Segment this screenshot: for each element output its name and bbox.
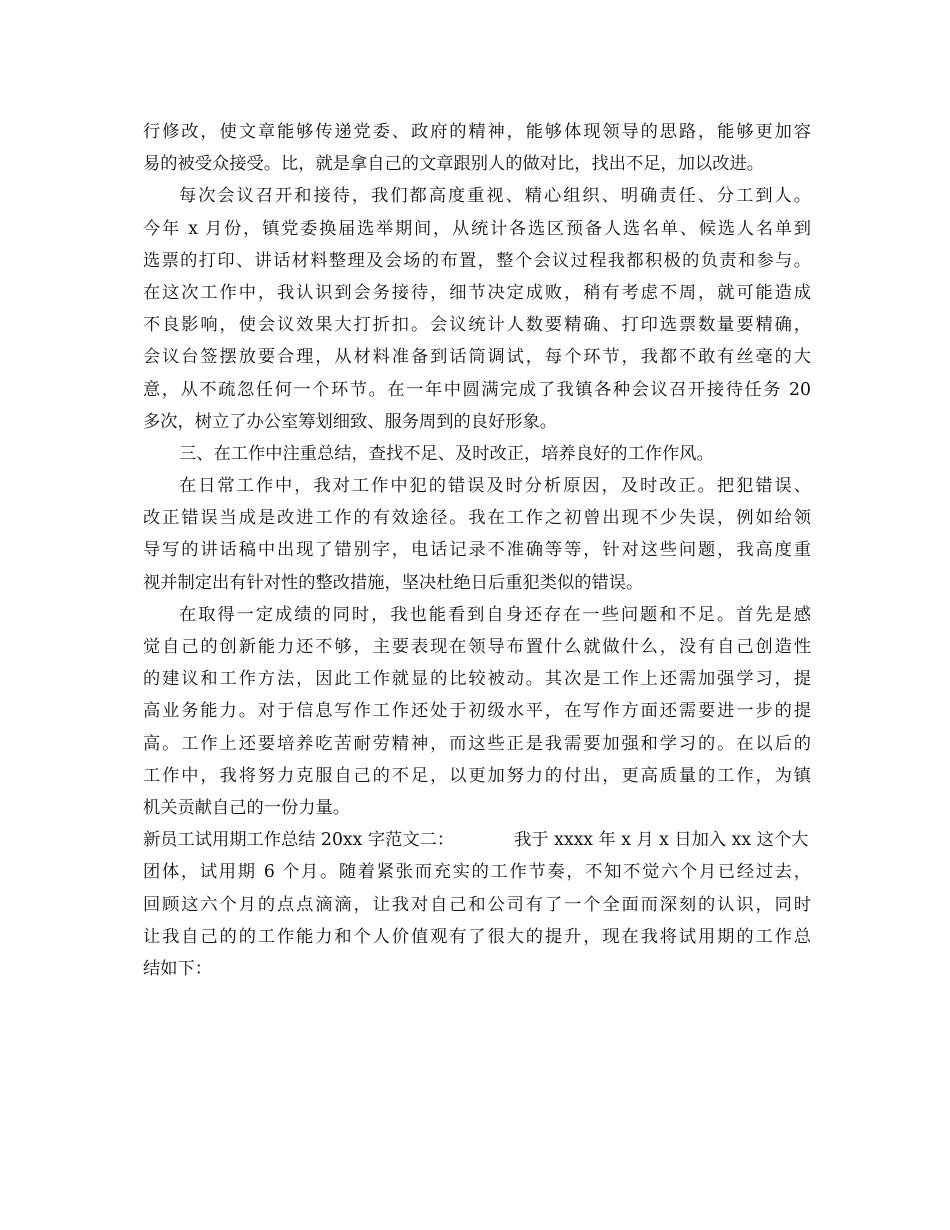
text-line: 在日常工作中，我对工作中犯的错误及时分析原因，及时改正。把犯错误、 [179,476,811,497]
text-line: 多次，树立了办公室筹划细致、服务周到的良好形象。 [143,411,558,432]
text-line: 改正错误当成是改进工作的有效途径。我在工作之初曾出现不少失误，例如给领 [143,508,811,529]
text-line: 行修改，使文章能够传递党委、政府的精神，能够体现领导的思路，能够更加容 [143,122,811,142]
section-heading-line [143,824,811,856]
text-line: 三、在工作中注重总结，查找不足、及时改正，培养良好的工作作风。 [179,443,714,464]
text-line: 高业务能力。对于信息写作工作还处于初级水平，在写作方面还需要进一步的提 [143,701,811,722]
text-line: 让我自己的的工作能力和个人价值观有了很大的提升，现在我将试用期的工作总 [143,926,811,947]
text-line: 在取得一定成绩的同时，我也能看到自身还存在一些问题和不足。首先是感 [179,604,811,625]
section-heading: 新员工试用期工作总结 20xx 字范文二： [143,830,455,851]
text-line: 易的被受众接受。比，就是拿自己的文章跟别人的做对比，找出不足，加以改进。 [143,154,765,175]
text-line: 结如下： [143,958,213,979]
text-line: 机关贡献自己的一份力量。 [143,797,351,818]
text-line: 选票的打印、讲话材料整理及会场的布置，整个会议过程我都积极的负责和参与。 [143,250,811,271]
text-line: 团体，试用期 6 个月。随着紧张而充实的工作节奏，不知不觉六个月已经过去， [143,862,811,883]
text-line: 回顾这六个月的点点滴滴，让我对自己和公司有了一个全面而深刻的认识，同时 [143,894,811,915]
text-line: 会议台签摆放要合理，从材料准备到话筒调试，每个环节，我都不敢有丝毫的大 [143,347,811,368]
text-line: 导写的讲话稿中出现了错别字，电话记录不准确等等，针对这些问题，我高度重 [143,540,811,561]
text-line: 视并制定出有针对性的整改措施，坚决杜绝日后重犯类似的错误。 [143,572,644,593]
document-body [143,116,811,985]
text-line: 每次会议召开和接待，我们都高度重视、精心组织、明确责任、分工到人。 [179,186,811,207]
text-line: 工作中，我将努力克服自己的不足，以更加努力的付出，更高质量的工作，为镇 [143,765,811,786]
text-line: 不良影响，使会议效果大打折扣。会议统计人数要精确、打印选票数量要精确， [143,315,811,336]
text-line: 今年 x 月份，镇党委换届选举期间，从统计各选区预备人选名单、候选人名单到 [143,218,811,239]
text-line: 意，从不疏忽任何一个环节。在一年中圆满完成了我镇各种会议召开接待任务 20 [143,379,811,400]
text-line: 的建议和工作方法，因此工作就显的比较被动。其次是工作上还需加强学习，提 [143,669,811,690]
text-line: 高。工作上还要培养吃苦耐劳精神，而这些正是我需要加强和学习的。在以后的 [143,733,811,754]
section-intro: 我于 xxxx 年 x 月 x 日加入 xx 这个大 [514,830,809,851]
text-line: 觉自己的创新能力还不够，主要表现在领导布置什么就做什么，没有自己创造性 [143,637,811,657]
text-line: 在这次工作中，我认识到会务接待，细节决定成败，稍有考虑不周，就可能造成 [143,282,811,303]
